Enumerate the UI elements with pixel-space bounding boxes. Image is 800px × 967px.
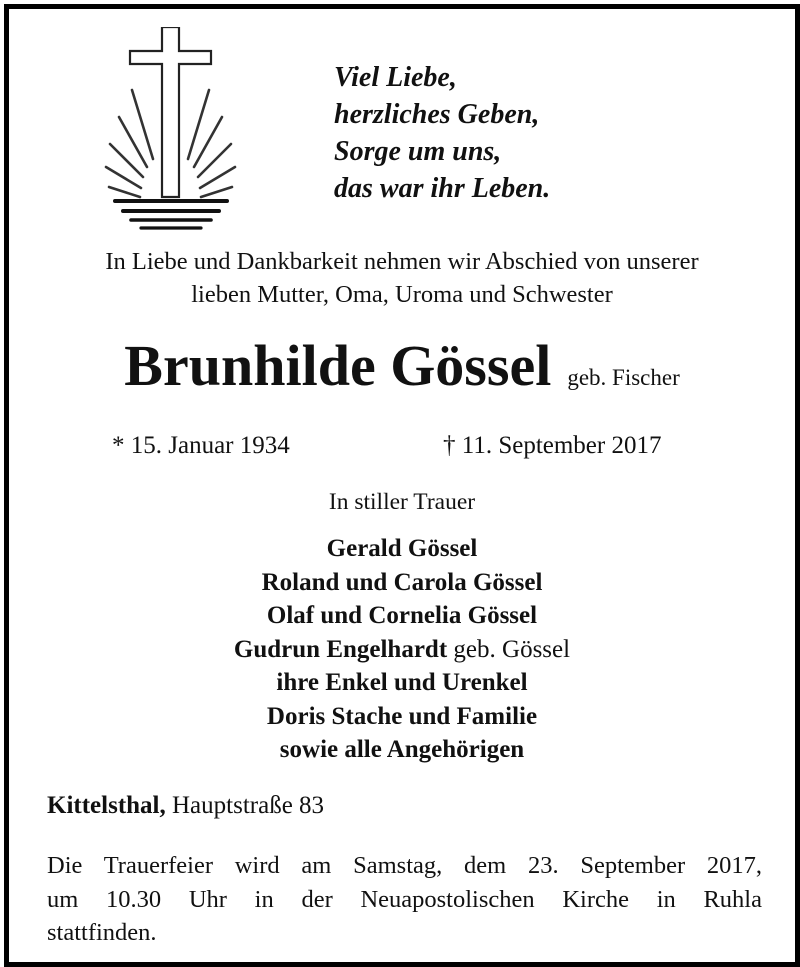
intro-line: In Liebe und Dankbarkeit nehmen wir Abschied von unserer: [105, 248, 699, 275]
obituary-notice: [4, 4, 800, 967]
verse-line: herzliches Geben,: [334, 99, 540, 130]
address-place: Kittelsthal,: [47, 792, 166, 819]
deceased-name: Brunhilde Gössel: [124, 333, 552, 398]
verse-line: das war ihr Leben.: [334, 173, 551, 204]
mourner-name: Olaf und Cornelia Gössel: [266, 602, 538, 629]
mourner-name: sowie alle Angehörigen: [279, 736, 525, 763]
funeral-line: stattfinden.: [47, 919, 157, 946]
funeral-line: um 10.30 Uhr in der Neuapostolischen Kirche in Ruhla: [47, 885, 762, 913]
mourners-list: [9, 532, 795, 767]
mourner-maiden-name: geb. Gössel: [453, 635, 571, 663]
verse-line: Sorge um uns,: [334, 136, 502, 167]
mourner-name: ihre Enkel und Urenkel: [276, 669, 528, 696]
maiden-name: geb. Fischer: [567, 365, 680, 390]
address-street: Hauptstraße 83: [172, 792, 325, 819]
mourner-name: Gerald Gössel: [326, 535, 478, 562]
address: [47, 792, 324, 820]
mourner-name: Roland und Carola Gössel: [261, 568, 543, 596]
intro-line: lieben Mutter, Oma, Uroma und Schwester: [191, 281, 613, 308]
mourning-heading: In stiller Trauer: [328, 489, 476, 515]
mourner-name: Doris Stache und Familie: [266, 702, 538, 730]
funeral-line: Die Trauerfeier wird am Samstag, dem 23. September 2017,: [47, 852, 762, 879]
intro-text: [9, 245, 795, 311]
mourner-name: Gudrun Engelhardt: [233, 635, 448, 663]
death-date: † 11. September 2017: [443, 432, 662, 459]
deceased-name-line: [9, 332, 795, 399]
birth-date: * 15. Januar 1934: [112, 432, 290, 459]
funeral-info: [47, 849, 762, 950]
verse-line: Viel Liebe,: [334, 62, 457, 93]
memorial-verse: [334, 59, 550, 207]
mourner-name-line: [9, 633, 795, 667]
cross-rising-sun-icon: [99, 27, 249, 232]
